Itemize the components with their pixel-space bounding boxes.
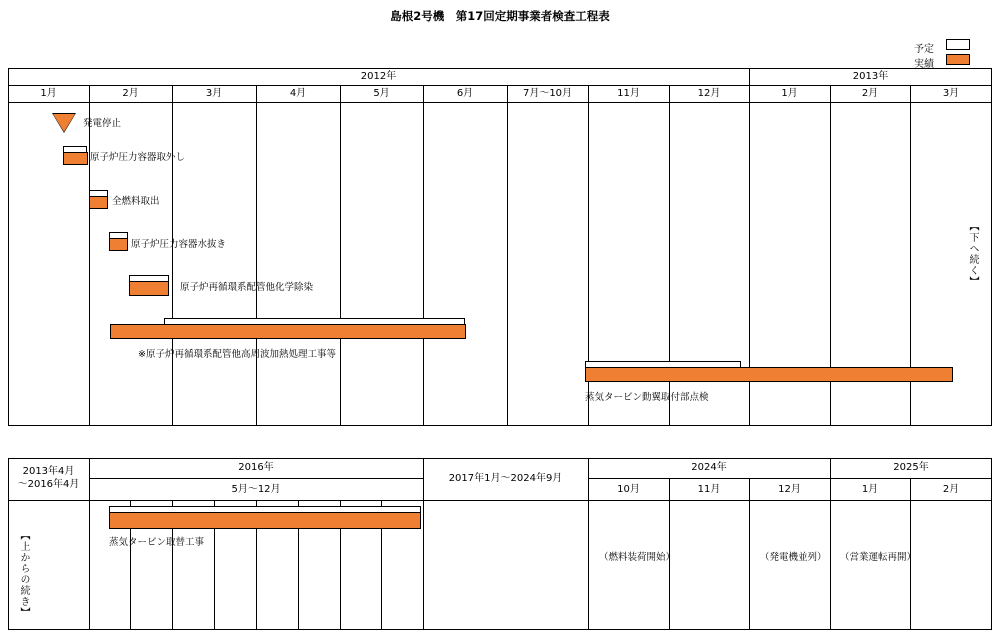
legend-actual-swatch [946, 54, 970, 65]
year-2016: 2016年 [238, 462, 274, 473]
task-label: 蒸気タービン動翼取付部点検 [585, 392, 709, 403]
task-label: 発電停止 [83, 118, 122, 129]
month-header: 7月～10月 [522, 88, 573, 99]
period-2017-2024: 2017年1月～2024年9月 [448, 473, 563, 484]
month-header: 3月 [942, 88, 960, 99]
task-label: 原子炉圧力容器取外し [90, 152, 186, 163]
task-actual-bar [109, 238, 128, 251]
year-2013: 2013年 [852, 71, 889, 82]
month-header: 12月 [697, 88, 721, 99]
task-actual-bar [585, 367, 953, 382]
month-header: 1月 [781, 88, 798, 99]
task-label: 全燃料取出 [112, 196, 160, 207]
month-header: 2月 [122, 88, 139, 99]
month-header: 12月 [778, 484, 801, 495]
task-label: 蒸気タービン取替工事 [109, 537, 205, 548]
period-2016: 5月～12月 [231, 484, 281, 495]
milestone-commercial-operation: （営業運転再開） [840, 552, 917, 563]
page-title: 島根2号機 第17回定期事業者検査工程表 [390, 9, 610, 23]
month-header: 11月 [697, 484, 721, 495]
shutdown-milestone-icon [53, 114, 75, 132]
period-2013-2016: 2013年4月 ～2016年4月 [17, 466, 80, 490]
year-2024: 2024年 [691, 462, 727, 473]
month-header: 3月 [205, 88, 223, 99]
month-header: 2月 [942, 484, 960, 495]
task-actual-bar [89, 196, 108, 209]
month-header: 4月 [289, 88, 307, 99]
task-label: 原子炉再循環系配管他化学除染 [180, 282, 314, 293]
task-actual-bar [63, 152, 88, 165]
month-header: 6月 [456, 88, 474, 99]
task-actual-bar [129, 281, 169, 296]
month-header: 11月 [617, 88, 640, 99]
legend-actual-label: 実績 [914, 59, 934, 70]
task-label: 原子炉圧力容器水抜き [131, 239, 227, 250]
year-2012: 2012年 [360, 71, 397, 82]
task-actual-bar [109, 512, 421, 529]
milestone-grid-connection: （発電機並列） [760, 552, 827, 563]
milestone-fuel-loading: （燃料装荷開始） [599, 552, 676, 563]
task-actual-bar [110, 324, 466, 339]
legend-plan-swatch [946, 39, 970, 50]
continue-below-note: 【下へ続く】 [967, 221, 978, 287]
month-header: 10月 [617, 484, 640, 495]
continue-from-above-note: 【上からの続き】 [18, 530, 29, 618]
month-header: 2月 [861, 88, 879, 99]
task-label: ※原子炉再循環系配管他高周波加熱処理工事等 [138, 349, 336, 360]
month-header: 1月 [40, 88, 57, 99]
legend-plan-label: 予定 [914, 44, 934, 55]
year-2025: 2025年 [893, 462, 929, 473]
month-header: 1月 [861, 484, 879, 495]
month-header: 5月 [373, 88, 390, 99]
